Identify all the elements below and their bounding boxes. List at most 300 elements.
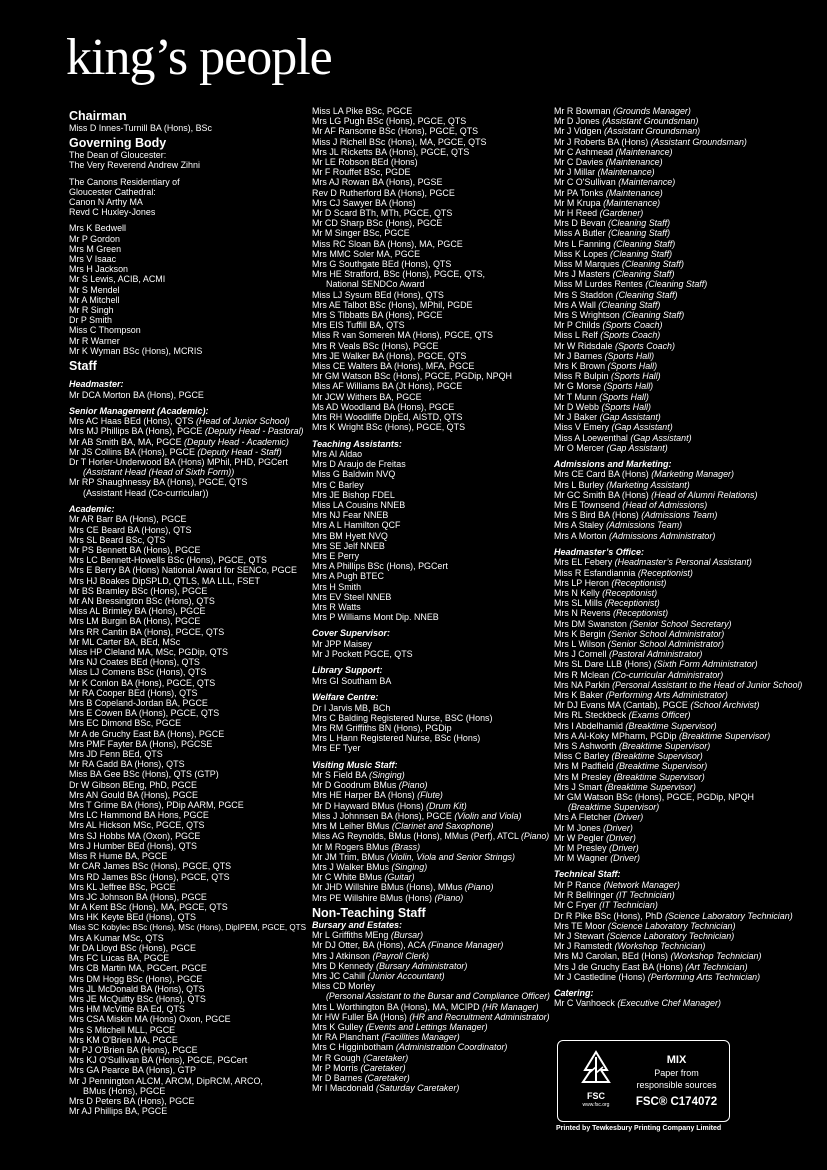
staff-entry — [554, 126, 804, 136]
staff-role: (Cleaning Staff) — [598, 299, 661, 310]
staff-name: Catering: — [554, 987, 594, 998]
subsection-heading — [554, 988, 804, 999]
staff-entry — [312, 551, 552, 561]
staff-name: Mrs D Kennedy — [312, 960, 374, 971]
staff-name: Academic: — [69, 503, 115, 514]
staff-entry — [554, 106, 804, 116]
staff-name: Mrs HE Stratford, BSc (Hons), PGCE, QTS, — [312, 269, 486, 280]
staff-name: Chairman — [69, 109, 127, 123]
staff-entry — [69, 861, 309, 871]
staff-entry — [554, 167, 804, 177]
staff-entry — [312, 510, 552, 520]
staff-entry — [554, 239, 804, 249]
staff-entry — [554, 962, 804, 972]
section-heading — [312, 906, 552, 920]
staff-entry — [554, 731, 804, 741]
fsc-mix: MIX — [666, 1054, 687, 1066]
staff-entry — [554, 921, 804, 931]
staff-name: Mrs C Higginbotham — [312, 1042, 394, 1053]
staff-name: Miss M Lurdes Rentes — [554, 279, 643, 290]
staff-entry — [312, 592, 552, 602]
staff-role: (Admissions Team) — [606, 520, 683, 531]
staff-name: Mr RP Shaughnessy BA (Hons), PGCE, QTS — [69, 477, 248, 488]
staff-entry — [69, 953, 309, 963]
staff-role: (Singing) — [391, 861, 428, 872]
staff-name: Mrs K Gulley — [312, 1022, 364, 1033]
staff-entry — [312, 862, 552, 872]
staff-name: Mrs K Bedwell — [69, 223, 127, 234]
staff-entry — [554, 833, 804, 843]
staff-entry — [69, 426, 309, 436]
staff-entry — [312, 930, 552, 940]
staff-role: (Receptionist) — [637, 567, 693, 578]
staff-entry — [554, 751, 804, 761]
staff-name: Mrs J Atkinson — [312, 950, 371, 961]
staff-entry — [554, 147, 804, 157]
staff-role: (Cleaning Staff) — [612, 269, 675, 280]
staff-role: (Brass) — [391, 841, 421, 852]
staff-name: Mrs R Watts — [312, 602, 361, 613]
staff-entry — [312, 940, 552, 950]
staff-name: Miss AL Brimley BA (Hons), PGCE — [69, 606, 206, 617]
staff-name: Mr DA Lloyd BSc (Hons), PGCE — [69, 942, 196, 953]
staff-name: Mr GM Watson BSc (Hons), PGCE, PGDip, NPQH — [312, 371, 512, 382]
staff-entry — [69, 1014, 309, 1024]
staff-name: Mrs EV Steel NNEB — [312, 591, 392, 602]
staff-entry — [69, 882, 309, 892]
staff-entry — [69, 831, 309, 841]
staff-entry — [312, 1063, 552, 1073]
staff-entry — [69, 1045, 309, 1055]
staff-name: Mrs JL Ricketts BA (Hons), PGCE, QTS — [312, 146, 470, 157]
staff-name: Mrs PMF Fayter BA (Hons), PGCSE — [69, 738, 213, 749]
staff-name: Mrs D Peters BA (Hons), PGCE — [69, 1095, 195, 1106]
staff-role: (Performing Arts Administrator) — [605, 689, 728, 700]
staff-entry-continuation — [312, 279, 552, 289]
staff-entry — [69, 1065, 309, 1075]
staff-role: (Breaktime Supervisor) — [678, 730, 771, 741]
staff-role: (Co-curricular Administrator) — [611, 669, 724, 680]
staff-role: (Sixth Form Administrator) — [653, 659, 758, 670]
staff-role: (Breaktime Supervisor) — [604, 781, 696, 792]
staff-entry — [312, 198, 552, 208]
staff-name: Mrs L Burley — [554, 479, 604, 490]
staff-role: (Headmaster’s Personal Assistant) — [614, 557, 752, 568]
staff-name: Mrs A Phillips BSc (Hons), PGCert — [312, 561, 448, 572]
staff-entry — [312, 341, 552, 351]
staff-entry — [312, 733, 552, 743]
staff-entry — [554, 823, 804, 833]
staff-entry — [312, 269, 552, 279]
staff-role: (Maintenance) — [615, 146, 673, 157]
staff-name: Mrs CSA Miskin MA (Hons) Oxon, PGCE — [69, 1014, 231, 1025]
staff-name: Mr P Gordon — [69, 233, 120, 244]
staff-entry — [554, 361, 804, 371]
staff-name: Dr I Jarvis MB, BCh — [312, 702, 391, 713]
staff-role: (Receptionist) — [604, 598, 660, 609]
staff-name: Mr W Pegler — [554, 832, 604, 843]
staff-entry — [69, 315, 309, 325]
staff-entry — [312, 703, 552, 713]
column-2 — [312, 106, 552, 1093]
staff-entry — [554, 880, 804, 890]
staff-name: Mr J Castledine (Hons) — [554, 971, 646, 982]
staff-name: Miss R Hume BA, PGCE — [69, 851, 168, 862]
staff-entry — [554, 557, 804, 567]
staff-name: Mr R Singh — [69, 305, 114, 316]
staff-name: Mr P Rance — [554, 879, 601, 890]
staff-role: (Performing Arts Technician) — [647, 971, 761, 982]
staff-name: Mr AJ Phillips BA, PGCE — [69, 1106, 168, 1117]
staff-entry — [69, 800, 309, 810]
staff-name: Mr RA Planchant — [312, 1032, 379, 1043]
staff-name: Mrs JE McQuitty BSc (Hons), QTS — [69, 993, 206, 1004]
staff-role: (Sports Coach) — [600, 330, 661, 341]
staff-entry — [69, 606, 309, 616]
staff-role: (Piano) — [464, 882, 494, 893]
staff-entry — [69, 177, 309, 187]
staff-role: (Science Laboratory Technician) — [606, 930, 735, 941]
staff-entry — [554, 588, 804, 598]
staff-name: Senior Management (Academic): — [69, 405, 209, 416]
staff-name: Mr G Morse — [554, 381, 602, 392]
staff-role: (Senior School Secretary) — [629, 618, 732, 629]
staff-name: Mrs RH Woodliffe DipEd, AISTD, QTS — [312, 412, 463, 423]
staff-role: (Maintenance) — [618, 177, 676, 188]
staff-role: (Sports Coach) — [602, 320, 663, 331]
staff-name: Mr S Mendel — [69, 284, 120, 295]
staff-entry — [312, 500, 552, 510]
staff-role: (Gap Assistant) — [630, 432, 692, 443]
staff-entry — [312, 612, 552, 622]
staff-name: Mr A de Gruchy East BA (Hons), PGCE — [69, 728, 225, 739]
staff-name: Mr PJ O'Brien BA (Hons), PGCE — [69, 1044, 198, 1055]
staff-role: (Cleaning Staff) — [608, 218, 671, 229]
staff-entry — [312, 188, 552, 198]
staff-name: Mr D Jones — [554, 116, 600, 127]
staff-role: (Maintenance) — [605, 157, 663, 168]
staff-name: Mrs LC Hammond BA Hons, PGCE — [69, 810, 209, 821]
staff-entry — [69, 447, 309, 457]
staff-entry — [554, 941, 804, 951]
staff-role: (Payroll Clerk) — [372, 950, 430, 961]
staff-name: Mr D Barnes — [312, 1073, 363, 1084]
staff-entry — [554, 422, 804, 432]
staff-entry — [312, 561, 552, 571]
subsection-heading — [312, 439, 552, 450]
staff-name: Mrs NJ Coates BEd (Hons), QTS — [69, 657, 200, 668]
fsc-url: www.fsc.org — [582, 1102, 610, 1108]
section-heading — [69, 109, 309, 123]
staff-name: Mrs A Al-Koky MPharm, PGDip — [554, 730, 677, 741]
staff-entry — [312, 361, 552, 371]
staff-entry — [69, 974, 309, 984]
staff-name: Mr J Roberts BA (Hons) — [554, 136, 649, 147]
staff-name: Mrs MJ Phillips BA (Hons), PGCE — [69, 426, 203, 437]
staff-name: Mrs M Presley — [554, 771, 612, 782]
staff-name: Mr C Ashmead — [554, 146, 614, 157]
staff-role: (Driver) — [606, 832, 636, 843]
staff-role: (Facilities Manager) — [381, 1032, 460, 1043]
staff-name: Mr DJ Evans MA (Cantab), PGCE — [554, 700, 688, 711]
staff-role: (Bursary Administrator) — [375, 960, 468, 971]
staff-entry — [312, 147, 552, 157]
staff-entry — [69, 285, 309, 295]
staff-entry — [312, 971, 552, 981]
staff-name: Mrs JL McDonald BA (Hons), QTS — [69, 983, 205, 994]
staff-role: (Clarinet and Saxophone) — [391, 821, 494, 832]
staff-name: Miss RC Sloan BA (Hons), MA, PGCE — [312, 238, 463, 249]
staff-entry — [69, 576, 309, 586]
staff-entry — [69, 234, 309, 244]
staff-name: Mrs S Tibbatts BA (Hons), PGCE — [312, 310, 443, 321]
staff-entry — [554, 608, 804, 618]
staff-entry — [312, 801, 552, 811]
staff-name: Mrs KM O'Brien MA, PGCE — [69, 1034, 178, 1045]
staff-role: (Receptionist) — [611, 577, 667, 588]
staff-name: Mr BS Bramley BSc (Hons), PGCE — [69, 585, 208, 596]
staff-entry — [554, 710, 804, 720]
staff-entry — [69, 325, 309, 335]
staff-name: Mr J Baker — [554, 412, 598, 423]
staff-name: Mrs J Humber BEd (Hons), QTS — [69, 840, 197, 851]
staff-role: (IT Technician) — [599, 900, 658, 911]
staff-entry — [312, 872, 552, 882]
subsection-heading — [312, 760, 552, 771]
staff-entry — [554, 721, 804, 731]
staff-name: Mr C Davies — [554, 157, 604, 168]
staff-name: Mrs FC Lucas BA, PGCE — [69, 953, 170, 964]
staff-name: Mrs GI Southam BA — [312, 675, 392, 686]
staff-entry — [69, 708, 309, 718]
staff-name: Mr T Munn — [554, 391, 597, 402]
staff-name: Mrs D Araujo de Freitas — [312, 459, 406, 470]
staff-entry — [69, 780, 309, 790]
staff-name: Mr JPP Maisey — [312, 638, 372, 649]
staff-role: (Receptionist) — [613, 608, 669, 619]
staff-entry — [312, 951, 552, 961]
staff-entry — [312, 571, 552, 581]
staff-name: Mrs HK Keyte BEd (Hons), QTS — [69, 912, 196, 923]
staff-entry — [554, 443, 804, 453]
staff-name: Mrs R Veals BSc (Hons), PGCE — [312, 340, 439, 351]
staff-role: (Network Manager) — [603, 879, 680, 890]
staff-name: Mr J Stewart — [554, 930, 605, 941]
staff-name: Visiting Music Staff: — [312, 759, 398, 770]
staff-entry — [69, 616, 309, 626]
staff-entry — [312, 541, 552, 551]
fsc-tree-icon — [576, 1049, 616, 1089]
staff-entry — [69, 759, 309, 769]
staff-role: (Personal Assistant to the Bursar and Compliance Officer) — [326, 991, 550, 1002]
staff-entry — [69, 851, 309, 861]
staff-name: Miss G Baldwin NVQ — [312, 469, 396, 480]
staff-name: Mrs L Worthington BA (Hons), MA, MCIPD — [312, 1001, 480, 1012]
staff-entry — [312, 639, 552, 649]
staff-entry — [554, 690, 804, 700]
staff-name: Mr D Scard BTh, MTh, PGCE, QTS — [312, 208, 453, 219]
staff-name: Mr D Hayward BMus (Hons) — [312, 800, 424, 811]
staff-entry — [554, 900, 804, 910]
staff-entry — [312, 249, 552, 259]
staff-entry — [312, 602, 552, 612]
subsection-heading — [554, 869, 804, 880]
staff-name: Mr D Goodrum BMus — [312, 780, 397, 791]
staff-entry — [69, 477, 309, 487]
staff-role: (Maintenance) — [605, 187, 663, 198]
staff-name: Mr JM Trim, BMus — [312, 851, 385, 862]
staff-entry — [312, 780, 552, 790]
staff-name: Mr H Reed — [554, 208, 598, 219]
staff-name: Mr C White BMus — [312, 872, 382, 883]
staff-entry — [312, 469, 552, 479]
staff-role: (Assistant Groundsman) — [603, 126, 701, 137]
staff-name: Miss J Johnnsen BA (Hons), PGCE — [312, 810, 452, 821]
staff-role: (Cleaning Staff) — [645, 279, 708, 290]
staff-role: (Breaktime Supervisor) — [613, 771, 705, 782]
staff-name: Rev D Rutherford BA (Hons), PGCE — [312, 187, 455, 198]
staff-name: National SENDCo Award — [326, 279, 425, 290]
staff-name: Mrs JC Cahill — [312, 971, 366, 982]
staff-entry — [69, 729, 309, 739]
staff-name: Mrs P Williams Mont Dip. NNEB — [312, 612, 439, 623]
staff-name: Mr P Childs — [554, 320, 600, 331]
staff-name: Mrs AC Haas BEd (Hons), QTS — [69, 416, 194, 427]
staff-entry — [554, 188, 804, 198]
staff-entry — [312, 1032, 552, 1042]
staff-role: (Piano) — [398, 780, 428, 791]
staff-entry — [69, 698, 309, 708]
staff-name: Mrs L Fanning — [554, 238, 611, 249]
staff-entry — [312, 208, 552, 218]
column-1 — [69, 106, 309, 1116]
staff-role: (Sports Hall) — [607, 361, 658, 372]
staff-entry — [312, 330, 552, 340]
staff-entry — [312, 310, 552, 320]
staff-name: Mrs LC Bennett-Howells BSc (Hons), PGCE, QTS — [69, 555, 267, 566]
staff-name: Miss LJ Sysum BEd (Hons), QTS — [312, 289, 444, 300]
staff-name: The Canons Residentiary of — [69, 176, 180, 187]
staff-name: Mrs J Cornell — [554, 649, 607, 660]
staff-role: (Sports Hall) — [604, 350, 655, 361]
staff-name: Mr M Singer BSc, PGCE — [312, 228, 410, 239]
staff-name: Miss A Loewenthal — [554, 432, 628, 443]
staff-name: Mrs AN Gould BA (Hons), PGCE — [69, 789, 198, 800]
staff-entry — [312, 531, 552, 541]
staff-entry — [312, 116, 552, 126]
fsc-label: FSC — [587, 1091, 605, 1101]
staff-name: Mrs EL Febery — [554, 557, 613, 568]
staff-entry — [69, 545, 309, 555]
staff-name: Mrs A L Hamilton QCF — [312, 520, 401, 531]
staff-name: Mr J Pennington ALCM, ARCM, DipRCM, ARCO, — [69, 1075, 263, 1086]
subsection-heading — [312, 628, 552, 639]
staff-name: Mr JHD Willshire BMus (Hons), MMus — [312, 882, 463, 893]
staff-entry — [312, 449, 552, 459]
staff-entry — [69, 1035, 309, 1045]
staff-entry — [312, 402, 552, 412]
staff-entry — [69, 346, 309, 356]
staff-entry — [69, 336, 309, 346]
staff-name: Mrs DM Hogg BSc (Hons), PGCE — [69, 973, 203, 984]
staff-name: Mrs SL Beard BSc, QTS — [69, 534, 166, 545]
staff-name: Mrs LM Burgin BA (Hons), PGCE — [69, 616, 201, 627]
staff-name: Mrs E Perry — [312, 551, 360, 562]
staff-role: (Finance Manager) — [428, 940, 504, 951]
staff-entry — [554, 480, 804, 490]
staff-role: (Senior School Administrator) — [607, 638, 724, 649]
staff-entry — [312, 770, 552, 780]
staff-name: Dr R Pike BSc (Hons), PhD — [554, 910, 663, 921]
staff-entry — [69, 963, 309, 973]
staff-entry — [554, 649, 804, 659]
staff-entry — [312, 480, 552, 490]
staff-name: Miss SC Kobylec BSc (Hons), MSc (Hons), DipIPEM, PGCE, QTS — [69, 922, 307, 932]
staff-entry — [312, 167, 552, 177]
staff-entry — [69, 437, 309, 447]
staff-name: The Very Reverend Andrew Zihni — [69, 160, 200, 171]
staff-entry — [554, 198, 804, 208]
staff-role: (Maintenance) — [603, 197, 661, 208]
staff-role: (Science Laboratory Technician) — [607, 920, 736, 931]
staff-entry — [69, 627, 309, 637]
fsc-logo — [568, 1049, 624, 1113]
staff-name: Mr AN Bressington BSc (Hons), QTS — [69, 596, 215, 607]
staff-name: Mrs E Berry BA (Hons) National Award for SENCo, PGCE — [69, 565, 297, 576]
staff-entry — [312, 821, 552, 831]
staff-entry — [554, 700, 804, 710]
staff-name: Mrs EIS Tuffill BA, QTS — [312, 320, 405, 331]
staff-role: (Personal Assistant to the Head of Junior School) — [612, 679, 803, 690]
staff-entry — [312, 676, 552, 686]
staff-name: Mr CD Sharp BSc (Hons), PGCE — [312, 218, 443, 229]
staff-entry — [312, 1083, 552, 1093]
staff-role: (Deputy Head - Pastoral) — [204, 426, 304, 437]
staff-entry — [312, 1042, 552, 1052]
staff-name: Mr GC Smith BA (Hons) — [554, 489, 649, 500]
staff-entry — [69, 769, 309, 779]
staff-entry — [554, 931, 804, 941]
staff-name: Miss K Lopes — [554, 248, 608, 259]
staff-role: (Senior School Administrator) — [608, 628, 725, 639]
staff-name: Mrs K Baker — [554, 689, 604, 700]
staff-name: Mrs HM McVittie BA Ed, QTS — [69, 1004, 185, 1015]
staff-name: Miss LJ Comens BSc (Hons), QTS — [69, 667, 207, 678]
staff-entry — [554, 392, 804, 402]
staff-name: Mrs RD James BSc (Hons), PGCE, QTS — [69, 871, 230, 882]
staff-entry — [69, 739, 309, 749]
staff-entry — [69, 1076, 309, 1086]
staff-name: Mrs LP Heron — [554, 577, 609, 588]
staff-name: Mr DJ Otter, BA (Hons), ACA — [312, 940, 426, 951]
staff-name: Non-Teaching Staff — [312, 905, 426, 920]
staff-name: Mrs A Wall — [554, 299, 596, 310]
subsection-heading — [312, 920, 552, 931]
staff-name: Gloucester Cathedral: — [69, 186, 156, 197]
staff-name: Miss A Butler — [554, 228, 606, 239]
staff-name: Mrs M Padfield — [554, 761, 614, 772]
staff-role: (Drum Kit) — [426, 800, 467, 811]
staff-name: Mrs AL Hickson MSc, PGCE, QTS — [69, 820, 205, 831]
staff-name: Canon N Arthy MA — [69, 197, 143, 208]
staff-entry — [69, 1106, 309, 1116]
staff-name: Mr ML Carter BA, BEd, MSc — [69, 636, 181, 647]
staff-role: (Sports Hall) — [603, 381, 654, 392]
staff-entry — [554, 137, 804, 147]
staff-entry — [69, 912, 309, 922]
staff-entry — [554, 469, 804, 479]
staff-name: Miss V Emery — [554, 422, 610, 433]
